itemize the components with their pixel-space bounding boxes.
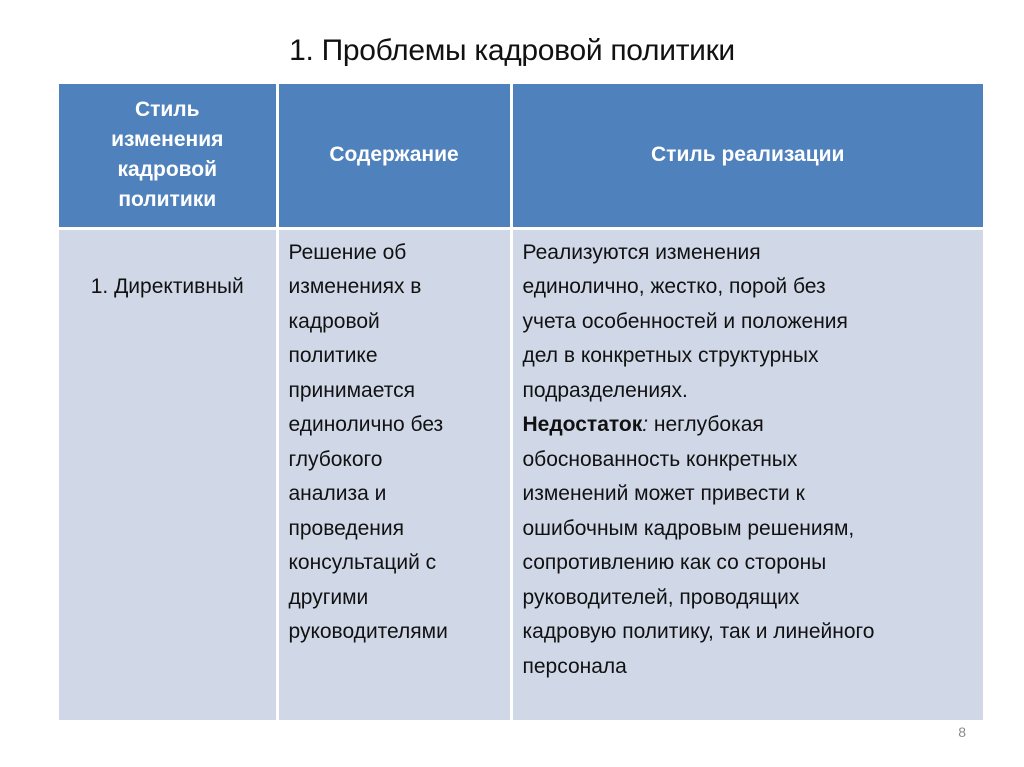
content-line: анализа и [288,482,387,505]
content-line: Решение об [288,240,407,264]
impl-line: персонала [522,654,627,678]
impl-line: учета особенностей и положения [522,309,848,333]
content-line: единолично без [288,413,444,436]
content-line: кадровой [288,309,380,333]
cell-content [277,228,511,720]
impl-line: единолично, жестко, порой без [522,275,826,298]
style-label: 1. Директивный [90,274,244,298]
content-line: политике [288,344,378,367]
content-line: принимается [288,378,415,402]
header-implementation-style: Стиль реализации [511,84,983,228]
drawback-colon: : [642,413,649,436]
page-number: 8 [958,724,966,740]
content-line: другими [288,585,369,609]
impl-line: дел в конкретных структурных [522,344,819,367]
slide-title: 1. Проблемы кадровой политики [289,34,735,67]
content-line: руководителями [288,620,448,643]
cell-style [59,228,277,720]
impl-line: сопротивлению как со стороны [522,551,827,574]
drawback-text: неглубокая [648,413,764,436]
impl-line: ошибочным кадровым решениям, [522,516,855,540]
header-line: политики [118,188,217,212]
header-line: кадровой [117,158,218,182]
impl-line: подразделениях. [522,378,688,402]
impl-line: кадровую политику, так и линейного [522,620,875,643]
impl-line: изменений может привести к [522,482,805,505]
content-line: проведения [288,516,404,540]
cell-implementation [511,228,983,720]
impl-line: Реализуются изменения [522,240,761,264]
drawback-line [523,408,976,443]
drawback-label: Недостаток [522,413,643,436]
header-style-of-change [59,84,277,228]
header-line: изменения [111,128,224,152]
header-content: Содержание [277,84,511,228]
content-line: глубокого [288,447,383,471]
impl-line: руководителей, проводящих [522,585,800,609]
table-row [59,228,983,720]
content-line: консультаций с [288,551,437,574]
header-line: Стиль [134,98,200,122]
policy-table [59,84,983,720]
content-line: изменениях в [288,275,422,298]
table-header-row [59,84,983,228]
impl-line: обоснованность конкретных [522,447,798,471]
